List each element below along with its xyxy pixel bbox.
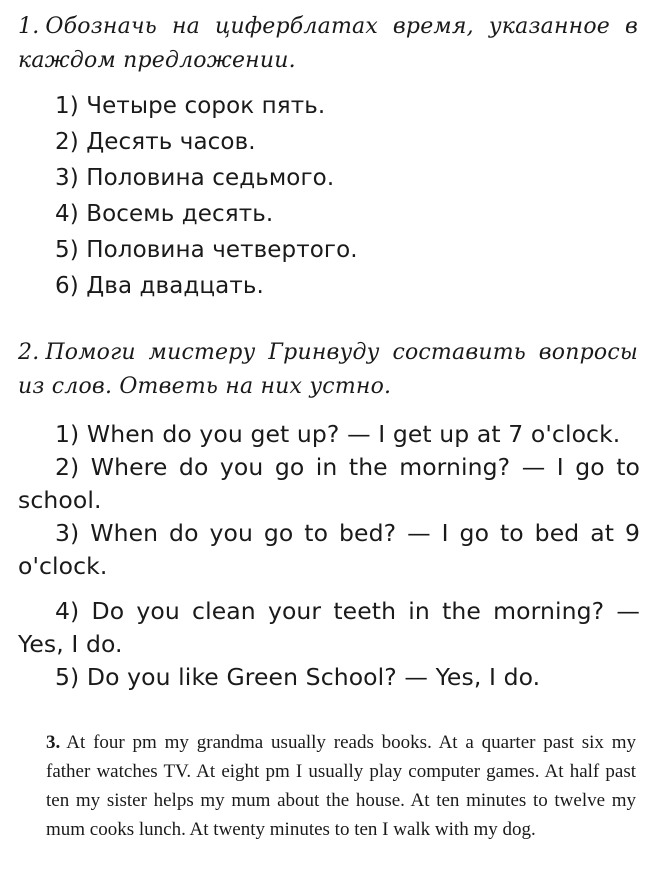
task-2-item: 4) Do you clean your teeth in the morning? — Yes, I do.	[18, 597, 640, 658]
task-1-heading	[18, 10, 638, 78]
task-3-paragraph	[46, 728, 636, 844]
task-2-heading	[18, 336, 638, 404]
task-1-item: 6) Два двадцать.	[55, 273, 264, 299]
task-1-item: 4) Восемь десять.	[55, 201, 274, 227]
task-2-item: 5) Do you like Green School? — Yes, I do.	[55, 663, 541, 691]
task-1-item: 2) Десять часов.	[55, 129, 256, 155]
task-1-heading-text: Обозначь на циферблатах время, указанное в каждом предложении.	[18, 14, 638, 73]
task-1-item: 5) Половина четвертого.	[55, 237, 358, 263]
task-2-item: 3) When do you go to bed? — I go to bed at 9 o'clock.	[18, 519, 640, 580]
task-2-list	[18, 418, 640, 694]
task-1-list	[18, 88, 640, 304]
task-1-number: 1.	[18, 14, 40, 39]
task-2-item: 1) When do you get up? — I get up at 7 o'clock.	[55, 420, 621, 448]
task-2-number: 2.	[18, 340, 40, 365]
task-2-heading-text: Помоги мистеру Гринвуду составить вопросы из слов. Ответь на них устно.	[18, 340, 638, 399]
task-1-item: 3) Половина седьмого.	[55, 165, 335, 191]
task-3-number: 3.	[46, 732, 61, 753]
task-1-item: 1) Четыре сорок пять.	[55, 93, 326, 119]
task-2-item: 2) Where do you go in the morning? — I go to school.	[18, 453, 640, 514]
task-3-text: At four pm my grandma usually reads books. At a quarter past six my father watches TV. At eight pm I usually play computer games. At half past ten my sister helps my mum about the house. At ten minutes to twelve my mum cooks lunch. At twenty minutes to ten I walk with my dog.	[46, 732, 636, 840]
